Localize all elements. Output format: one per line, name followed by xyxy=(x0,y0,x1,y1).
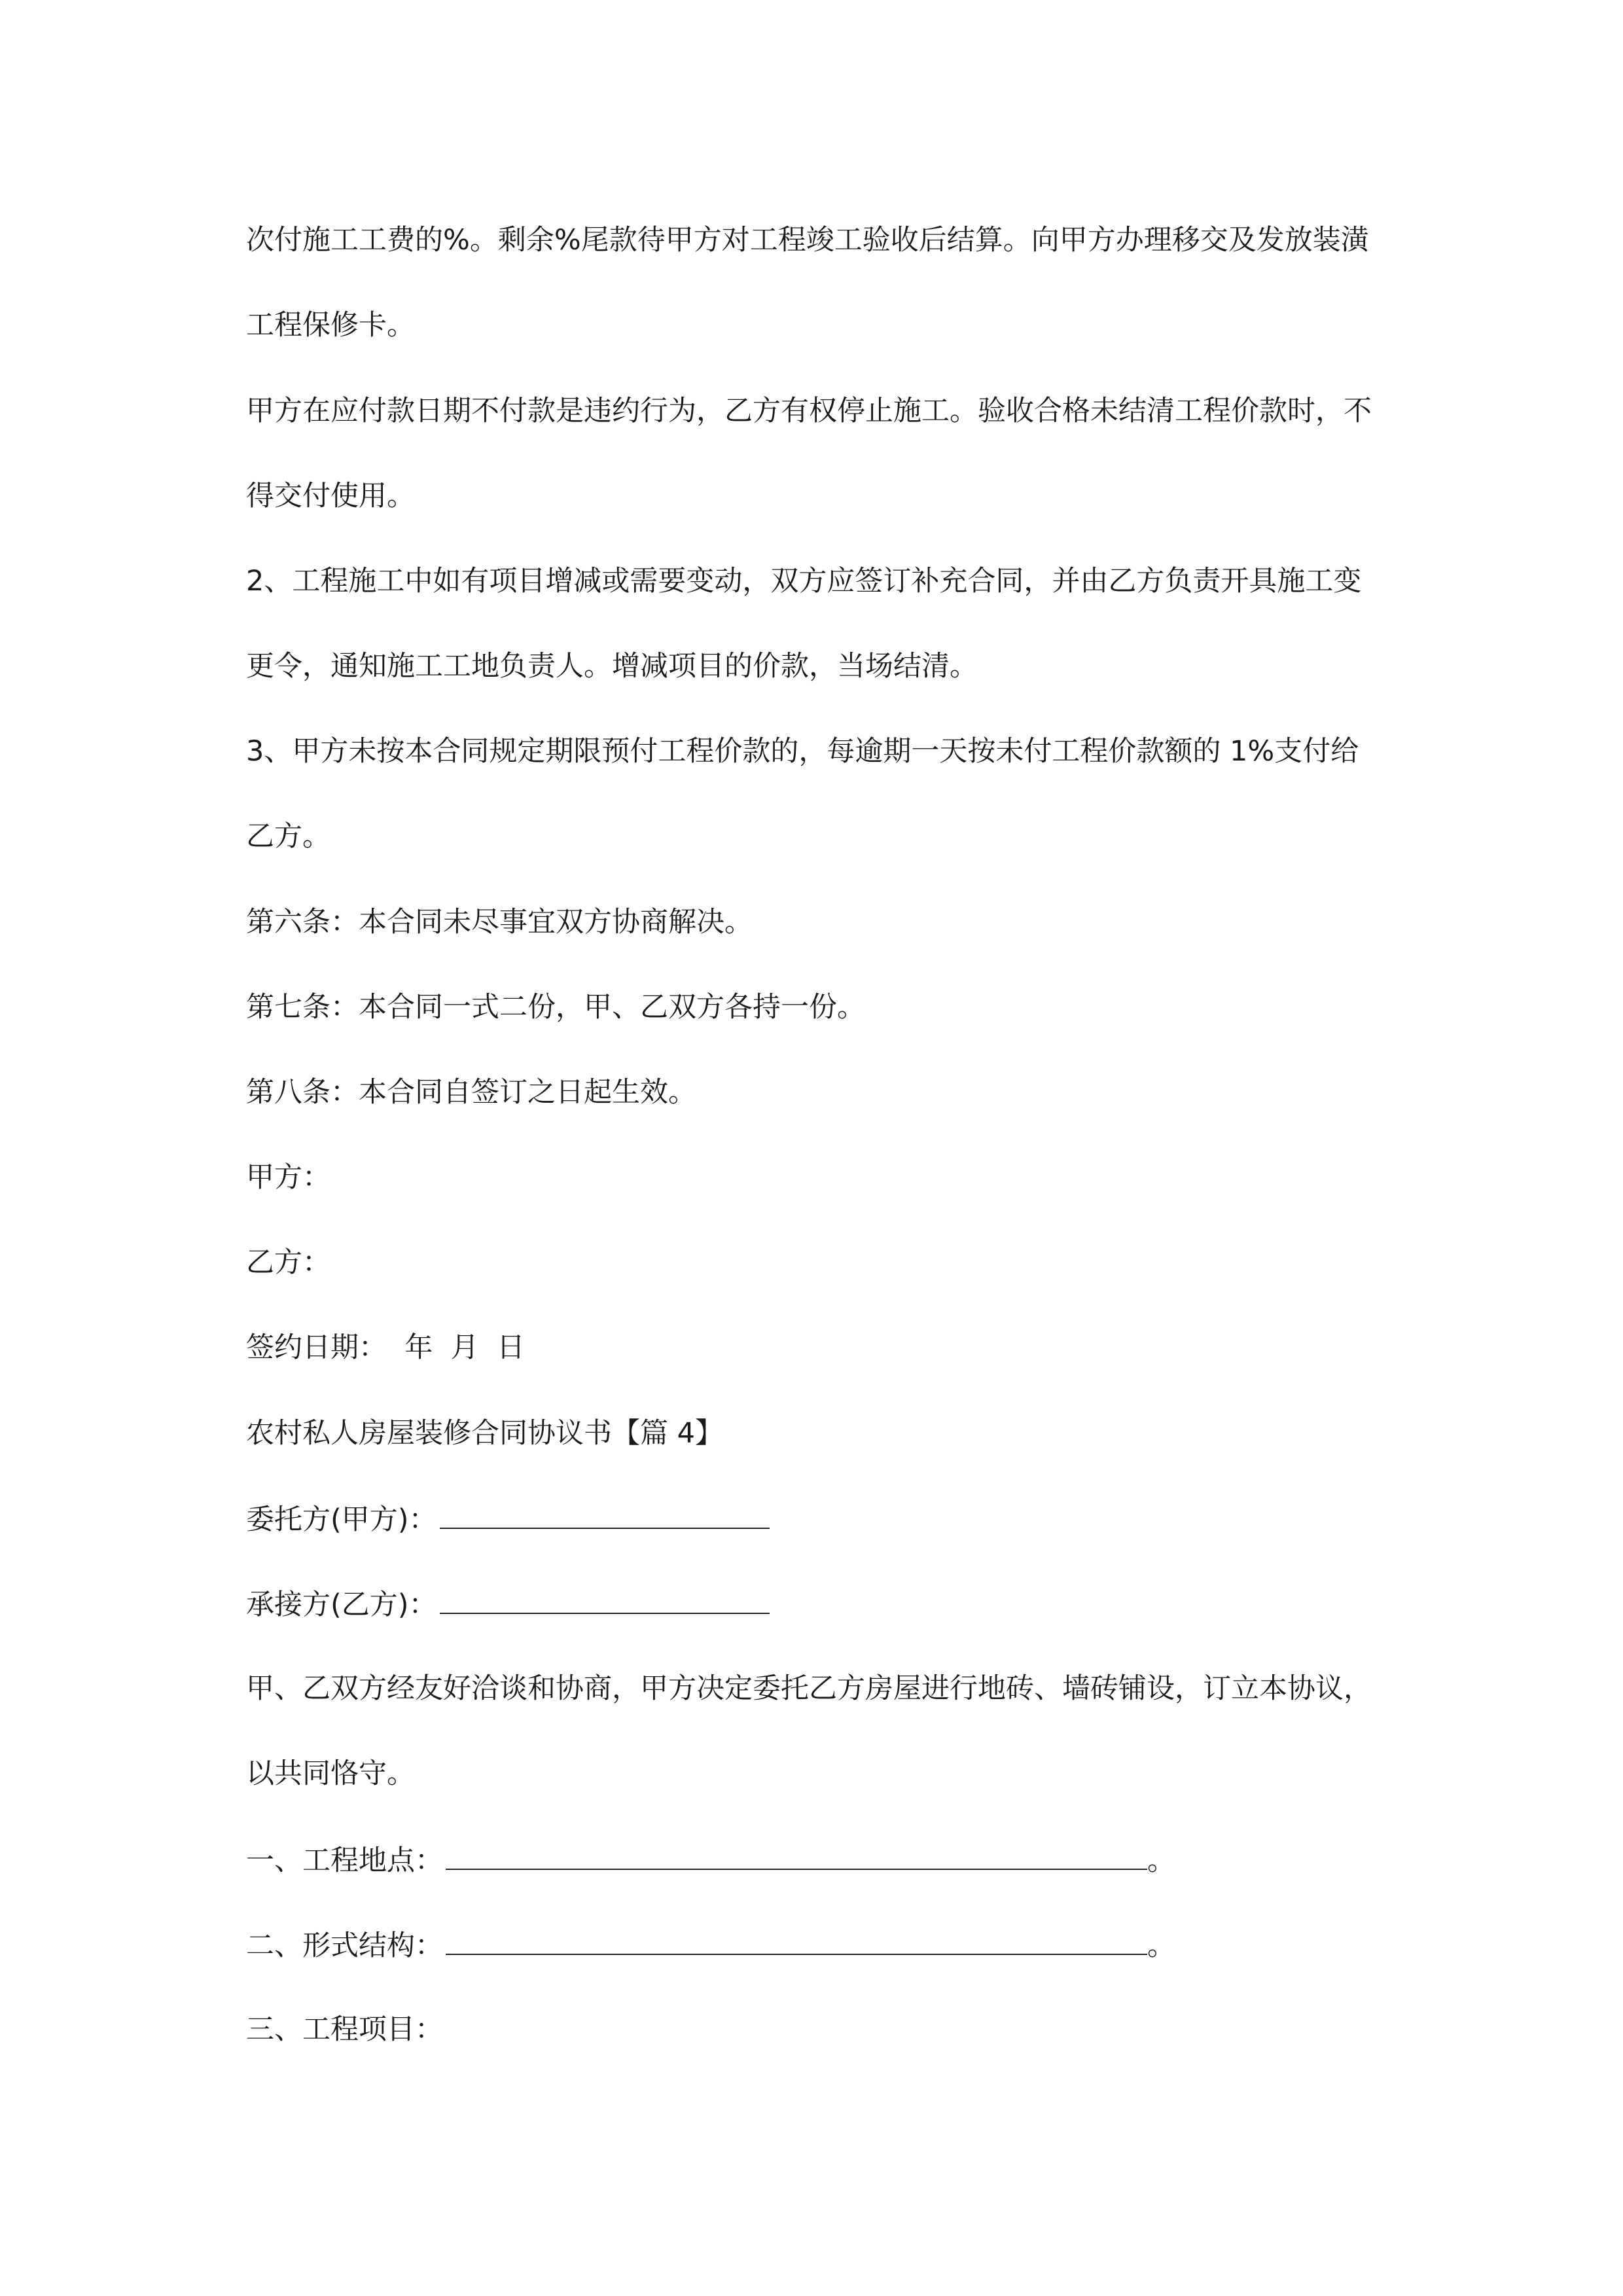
section-heading: 农村私人房屋装修合同协议书【篇 4】 xyxy=(246,1417,724,1450)
item-location-blank xyxy=(446,1840,1147,1870)
paragraph-line: 次付施工工费的%。剩余%尾款待甲方对工程竣工验收后结算。向甲方办理移交及发放装潢 xyxy=(246,224,1369,257)
contractor-label: 承接方(乙方)： xyxy=(246,1588,437,1621)
contractor-blank xyxy=(440,1584,770,1614)
paragraph-line: 更令，通知施工工地负责人。增减项目的价款，当场结清。 xyxy=(246,650,978,683)
intro-line: 以共同恪守。 xyxy=(246,1757,415,1790)
party-a-signature: 甲方： xyxy=(246,1161,330,1194)
intro-line: 甲、乙双方经友好洽谈和协商，甲方决定委托乙方房屋进行地砖、墙砖铺设，订立本协议， xyxy=(246,1672,1372,1705)
party-b-signature: 乙方： xyxy=(246,1246,330,1279)
item-structure-end: 。 xyxy=(1147,1929,1175,1962)
item-structure-blank xyxy=(446,1925,1147,1955)
paragraph-line: 乙方。 xyxy=(246,820,330,853)
paragraph-line: 3、甲方未按本合同规定期限预付工程价款的，每逾期一天按未付工程价款额的 1%支付给 xyxy=(246,735,1359,768)
client-blank xyxy=(440,1499,770,1529)
paragraph-line: 2、工程施工中如有项目增减或需要变动，双方应签订补充合同，并由乙方负责开具施工变 xyxy=(246,565,1362,598)
paragraph-line: 甲方在应付款日期不付款是违约行为，乙方有权停止施工。验收合格未结清工程价款时，不 xyxy=(246,395,1372,427)
contractor-line xyxy=(246,1584,770,1624)
item-location-end: 。 xyxy=(1147,1844,1175,1877)
item-project: 三、工程项目： xyxy=(246,2013,443,2046)
paragraph-line: 得交付使用。 xyxy=(246,480,415,512)
article-six: 第六条：本合同未尽事宜双方协商解决。 xyxy=(246,906,753,939)
item-structure xyxy=(246,1925,1175,1965)
client-line xyxy=(246,1499,770,1539)
signing-date: 签约日期： 年 月 日 xyxy=(246,1331,526,1364)
article-eight: 第八条：本合同自签订之日起生效。 xyxy=(246,1076,696,1109)
client-label: 委托方(甲方)： xyxy=(246,1503,437,1536)
item-location-label: 一、工程地点： xyxy=(246,1844,443,1877)
item-location xyxy=(246,1840,1175,1880)
paragraph-line: 工程保修卡。 xyxy=(246,309,415,342)
article-seven: 第七条：本合同一式二份，甲、乙双方各持一份。 xyxy=(246,991,865,1024)
item-structure-label: 二、形式结构： xyxy=(246,1929,443,1962)
